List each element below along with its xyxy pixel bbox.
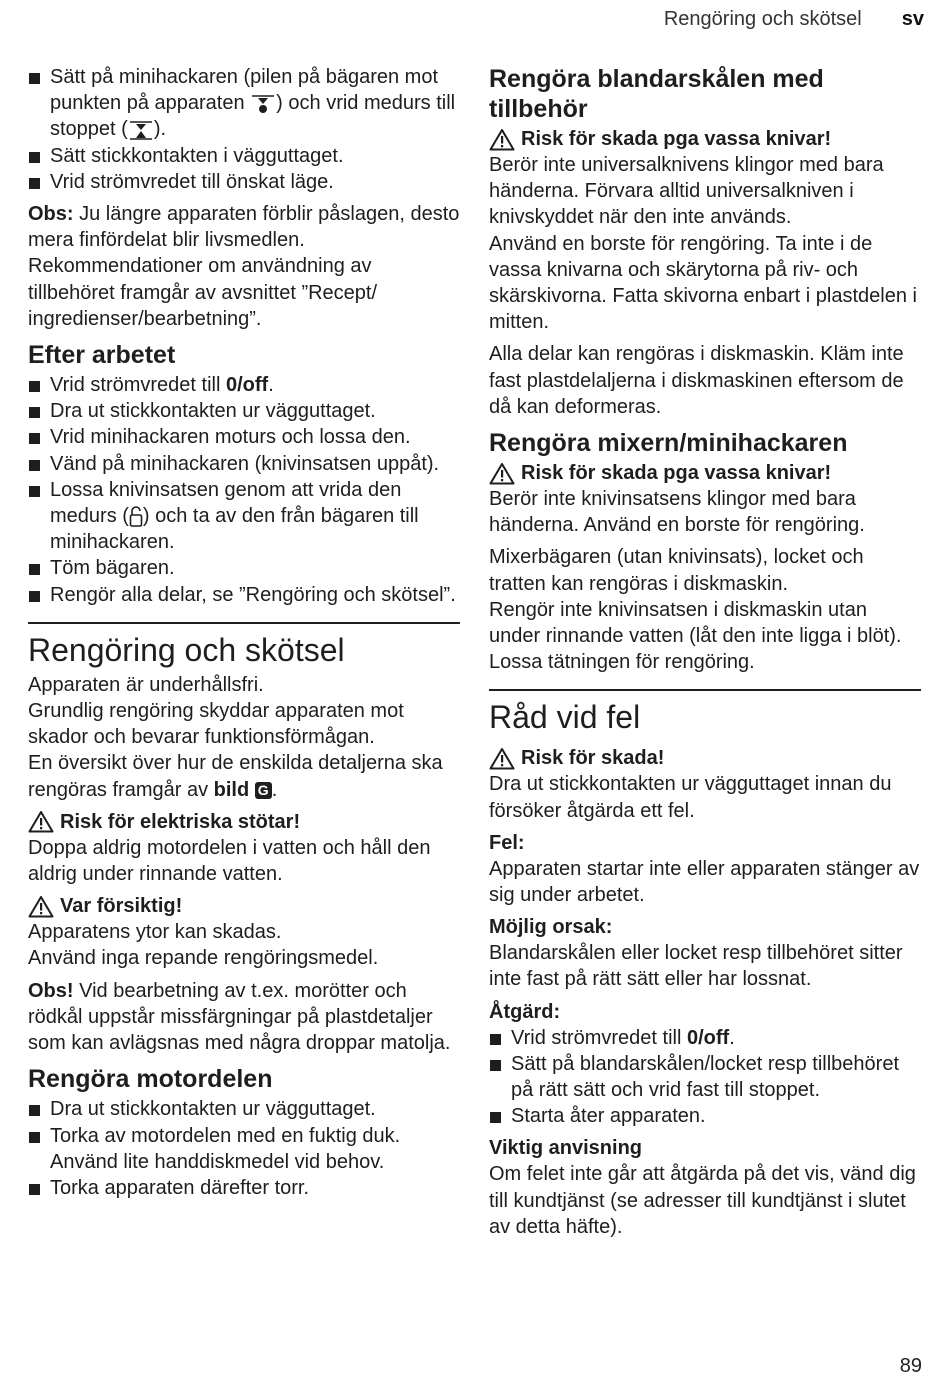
warning-electric: Risk för elektriska stötar!	[28, 809, 460, 835]
warning-triangle-icon	[489, 747, 515, 770]
language-code: sv	[901, 8, 924, 30]
header-section-title: Rengöring och skötsel	[663, 8, 862, 30]
cause-text: Blandarskålen eller locket resp tillbehöret sitter inte fast på rätt sätt eller har lossnat.	[489, 942, 903, 991]
list-item: Torka av motordelen med en fuktig duk. Använd lite handdiskmedel vid behov.	[28, 1123, 460, 1175]
list-item: Rengör alla delar, se ”Rengöring och skötsel”.	[28, 582, 460, 608]
list-item: Vrid strömvredet till 0/off.	[28, 372, 460, 398]
unlock-icon	[129, 506, 143, 528]
locked-position-icon	[128, 119, 154, 141]
warning-text: Doppa aldrig motordelen i vatten och håll den aldrig under rinnande vatten.	[28, 836, 431, 886]
warning-text: Använd inga repande rengöringsmedel.	[28, 947, 379, 970]
list-item: Sätt stickkontakten i vägguttaget.	[28, 143, 460, 169]
list-item: Dra ut stickkontakten ur vägguttaget.	[28, 1096, 460, 1122]
heading-clean-bowl: Rengöra blandarskålen med tillbehör	[489, 65, 824, 123]
mixer-paragraph: Rengör inte knivinsatsen i diskmaskin utan under rinnande vatten (låt den inte ligga i blöt). Lossa tätningen för rengöring.	[489, 598, 902, 674]
list-item: Töm bägaren.	[28, 555, 460, 581]
fault-paragraph: Dra ut stickkontakten ur vägguttaget innan du försöker åtgärda ett fel.	[489, 773, 892, 822]
heading-clean-mixer: Rengöra mixern/minihackaren	[489, 429, 848, 458]
warning-text: Apparatens ytor kan skadas.	[28, 921, 282, 944]
warning-knives: Risk för skada pga vassa knivar!	[489, 126, 921, 152]
warning-triangle-icon	[489, 128, 515, 151]
warning-triangle-icon	[28, 810, 54, 833]
important-text: Om felet inte går att åtgärda på det vis, vänd dig till kundtjänst (se adresser till kundtjänst i slutet av detta häfte).	[489, 1163, 916, 1238]
list-item: Lossa knivinsatsen genom att vrida den medurs ( ) och ta av den från bägaren till minihackaren.	[28, 477, 460, 556]
list-item: Sätt på blandarskålen/locket resp tillbehöret på rätt sätt och vrid fast till stoppet.	[489, 1051, 921, 1103]
heading-cleaning-care: Rengöring och skötsel	[28, 631, 345, 668]
fault-text: Apparaten startar inte eller apparaten stänger av sig under arbetet.	[489, 857, 920, 907]
list-item: Vänd på minihackaren (knivinsatsen uppåt).	[28, 451, 460, 477]
warning-damage: Risk för skada!	[489, 745, 921, 771]
care-paragraph: Grundlig rengöring skyddar apparaten mot skador och bevarar funktionsförmågan.	[28, 700, 404, 749]
left-column	[28, 64, 460, 1207]
care-paragraph: Apparaten är underhållsfri.	[28, 673, 264, 696]
action-label: Åtgärd:	[489, 1000, 561, 1023]
note-paragraph: Obs! Vid bearbetning av t.ex. morötter och rödkål uppstår missfärgningar på plastdetaljer som kan avlägsnas med några droppar matolja.	[28, 979, 451, 1055]
after-work-list	[28, 372, 460, 608]
note-paragraph: Obs: Ju längre apparaten förblir påslagen, desto mera finfördelat blir livsmedlen. Rekommendationer om användning av tillbehöret framgår av avsnittet ”Recept/ ingredienser/bearbetning”.	[28, 203, 460, 330]
warning-knives: Risk för skada pga vassa knivar!	[489, 460, 921, 486]
bowl-paragraph: Berör inte universalknivens klingor med bara händerna. Förvara alltid universalkniven i knivskyddet när den inte används.	[489, 154, 884, 229]
mixer-paragraph: Berör inte knivinsatsens klingor med bara händerna. Använd en borste för rengöring.	[489, 488, 865, 537]
heading-clean-motor: Rengöra motordelen	[28, 1065, 273, 1094]
list-item: Dra ut stickkontakten ur vägguttaget.	[28, 398, 460, 424]
fault-section	[489, 689, 921, 1240]
motor-list	[28, 1096, 460, 1201]
action-list	[489, 1025, 921, 1130]
warning-triangle-icon	[489, 462, 515, 485]
right-column	[489, 64, 921, 1246]
important-label: Viktig anvisning	[489, 1137, 642, 1160]
heading-troubleshooting: Råd vid fel	[489, 699, 641, 736]
heading-after-work: Efter arbetet	[28, 341, 176, 370]
fault-label: Fel:	[489, 831, 525, 854]
bowl-paragraph: Använd en borste för rengöring. Ta inte i de vassa knivarna och skärytorna på riv- och skärskivorna. Fatta skivorna enbart i plastdelen i mitten.	[489, 232, 917, 334]
cause-label: Möjlig orsak:	[489, 916, 613, 939]
care-paragraph: En översikt över hur de enskilda detaljerna ska rengöras framgår av bild G .	[28, 752, 443, 801]
arrow-to-dot-icon	[250, 93, 276, 115]
page-number: 89	[899, 1355, 922, 1377]
list-item: Vrid strömvredet till önskat läge.	[28, 169, 460, 195]
warning-triangle-icon	[28, 895, 54, 918]
attach-steps-list	[28, 64, 460, 195]
care-section	[28, 622, 460, 1201]
figure-badge: G	[255, 782, 272, 799]
list-item: Starta åter apparaten.	[489, 1103, 921, 1129]
bowl-paragraph: Alla delar kan rengöras i diskmaskin. Kläm inte fast plastdelaljerna i diskmaskinen eftersom de då kan deformeras.	[489, 343, 904, 418]
warning-careful: Var försiktig!	[28, 893, 460, 919]
list-item: Torka apparaten därefter torr.	[28, 1175, 460, 1201]
list-item: Sätt på minihackaren (pilen på bägaren mot punkten på apparaten ) och vrid medurs till stoppet ( ).	[28, 64, 460, 143]
list-item: Vrid minihackaren moturs och lossa den.	[28, 424, 460, 450]
list-item: Vrid strömvredet till 0/off.	[489, 1025, 921, 1051]
mixer-paragraph: Mixerbägaren (utan knivinsats), locket och tratten kan rengöras i diskmaskin.	[489, 546, 864, 595]
running-header	[664, 8, 924, 31]
